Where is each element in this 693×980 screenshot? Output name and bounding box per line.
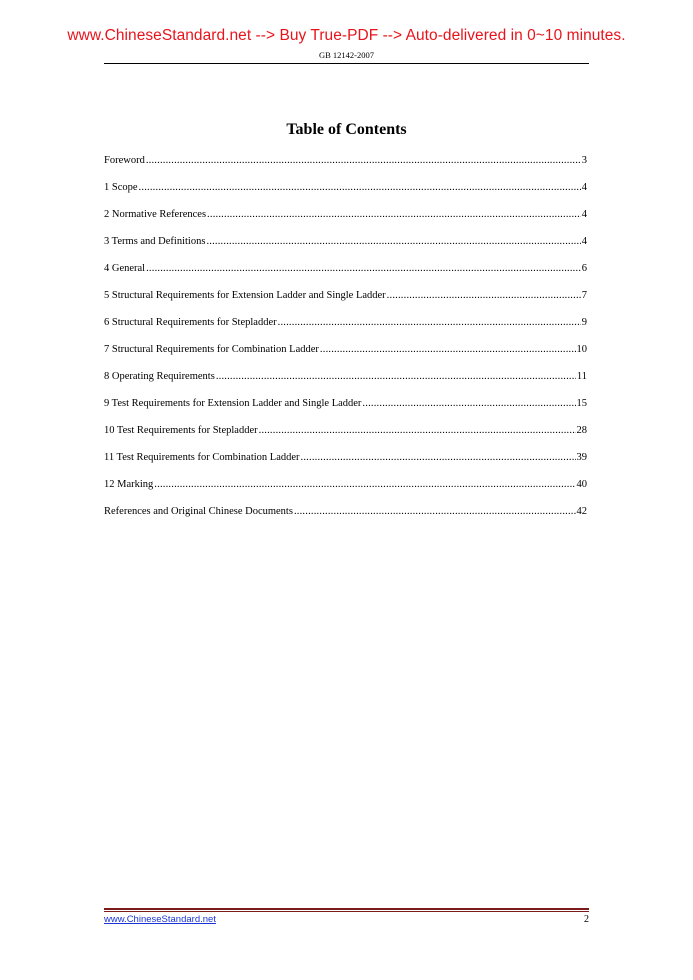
- toc-entry-label: 5 Structural Requirements for Extension Ladder and Single Ladder: [104, 290, 386, 301]
- toc-dot-leader: [146, 153, 581, 169]
- toc-entry-page: 39: [576, 452, 587, 463]
- toc-entry-page: 3: [581, 155, 587, 166]
- toc-dot-leader: [146, 261, 581, 277]
- toc-entry-page: 6: [581, 263, 587, 274]
- toc-entry-general[interactable]: [104, 261, 587, 288]
- toc-entry-scope[interactable]: [104, 180, 587, 207]
- toc-entry-structural-combination[interactable]: [104, 342, 587, 369]
- toc-entry-page: 11: [576, 371, 587, 382]
- toc-entry-page: 7: [581, 290, 587, 301]
- toc-entry-label: 8 Operating Requirements: [104, 371, 215, 382]
- toc-entry-label: 3 Terms and Definitions: [104, 236, 206, 247]
- promo-banner: www.ChineseStandard.net --> Buy True-PDF --> Auto-delivered in 0~10 minutes.: [67, 27, 626, 44]
- toc-dot-leader: [294, 504, 576, 520]
- toc-entry-label: 11 Test Requirements for Combination Ladder: [104, 452, 300, 463]
- toc-entry-page: 28: [576, 425, 587, 436]
- toc-entry-test-stepladder[interactable]: [104, 423, 587, 450]
- toc-dot-leader: [259, 423, 576, 439]
- document-code: GB 12142-2007: [318, 50, 374, 60]
- toc-dot-leader: [206, 234, 580, 250]
- toc-entry-page: 9: [581, 317, 587, 328]
- toc-entry-structural-stepladder[interactable]: [104, 315, 587, 342]
- toc-dot-leader: [362, 396, 575, 412]
- toc-entry-label: 1 Scope: [104, 182, 138, 193]
- table-of-contents: [104, 153, 587, 531]
- toc-entry-label: 12 Marking: [104, 479, 154, 490]
- page-number: 2: [584, 914, 589, 925]
- toc-entry-operating-requirements[interactable]: [104, 369, 587, 396]
- toc-entry-page: 42: [576, 506, 587, 517]
- toc-entry-label: 2 Normative References: [104, 209, 207, 220]
- toc-entry-normative-references[interactable]: [104, 207, 587, 234]
- toc-entry-structural-extension-single[interactable]: [104, 288, 587, 315]
- toc-dot-leader: [207, 207, 581, 223]
- footer-divider-thin: [104, 911, 589, 912]
- toc-entry-label: 7 Structural Requirements for Combination Ladder: [104, 344, 319, 355]
- toc-dot-leader: [320, 342, 576, 358]
- toc-entry-page: 15: [576, 398, 587, 409]
- header-divider: [104, 63, 589, 64]
- toc-entry-label: 4 General: [104, 263, 146, 274]
- toc-entry-terms-and-definitions[interactable]: [104, 234, 587, 261]
- toc-dot-leader: [154, 477, 575, 493]
- toc-entry-test-combination[interactable]: [104, 450, 587, 477]
- footer-divider-thick: [104, 908, 589, 910]
- footer-website-link[interactable]: www.ChineseStandard.net: [104, 914, 216, 925]
- toc-entry-page: 4: [581, 209, 587, 220]
- toc-dot-leader: [387, 288, 581, 304]
- toc-entry-page: 4: [581, 182, 587, 193]
- toc-dot-leader: [278, 315, 581, 331]
- toc-dot-leader: [301, 450, 576, 466]
- toc-entry-marking[interactable]: [104, 477, 587, 504]
- toc-entry-label: 10 Test Requirements for Stepladder: [104, 425, 258, 436]
- toc-dot-leader: [216, 369, 576, 385]
- toc-entry-foreword[interactable]: [104, 153, 587, 180]
- toc-entry-page: 40: [576, 479, 587, 490]
- toc-entry-label: Foreword: [104, 155, 145, 166]
- toc-entry-test-extension-single[interactable]: [104, 396, 587, 423]
- toc-entry-page: 10: [576, 344, 587, 355]
- toc-dot-leader: [139, 180, 581, 196]
- toc-entry-label: 9 Test Requirements for Extension Ladder and Single Ladder: [104, 398, 362, 409]
- toc-entry-label: 6 Structural Requirements for Stepladder: [104, 317, 277, 328]
- toc-entry-references[interactable]: [104, 504, 587, 531]
- toc-title: Table of Contents: [286, 121, 407, 138]
- toc-entry-label: References and Original Chinese Documents: [104, 506, 293, 517]
- toc-entry-page: 4: [581, 236, 587, 247]
